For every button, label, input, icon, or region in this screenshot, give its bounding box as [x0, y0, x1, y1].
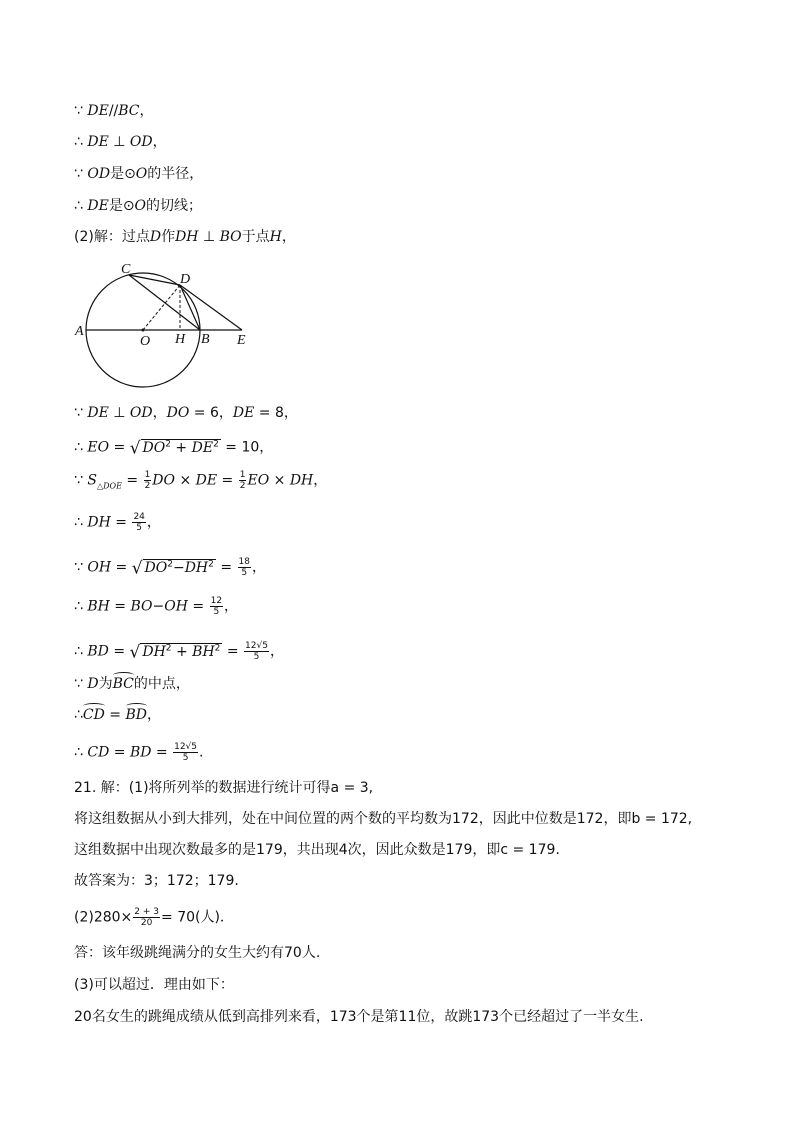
problem-21-line: (3)可以超过．理由如下： [74, 977, 234, 993]
label-e: E [237, 333, 246, 348]
solution-line: ∵ D为BC的中点， [74, 676, 190, 692]
label-b: B [201, 332, 210, 347]
problem-21-line: 将这组数据从小到大排列，处在中间位置的两个数的平均数为172，因此中位数是172，即b = 172, [74, 811, 693, 827]
label-h: H [175, 332, 186, 347]
problem-21-line: 20名女生的跳绳成绩从低到高排列来看，173个是第11位，故跳173个已经超过了一半女生. [74, 1009, 644, 1025]
solution-line: ∵ OD是⊙O的半径， [74, 166, 204, 182]
segment-c-d [129, 275, 180, 285]
solution-line: ∴ BH = BO−OH = $\frac{12}{5}$ ， [74, 596, 239, 617]
solution-line: ∴ BD = √ $DH^2 + BH^2$ = $\frac{12√5}{5}$ ， [74, 641, 284, 663]
circle-tangent-figure [68, 258, 268, 388]
segment-o-d-dashed [143, 285, 180, 330]
label-d: D [180, 272, 191, 287]
solution-line: ∵ OH = √ $DO^2-DH^2$ = $\frac{18}{5}$ ， [74, 557, 266, 579]
solution-line: ∵ $S_{\triangle DOE}$ = $\frac{1}{2}$ DO × DE = $\frac{1}{2}$ EO × DH， [74, 470, 328, 491]
label-c: C [121, 262, 131, 277]
solution-line: ∵ DE ⊥ OD，DO = 6，DE = 8， [74, 405, 298, 421]
solution-line: ∴ DE ⊥ OD， [74, 134, 167, 150]
solution-line: ∴ EO = √ $DO^2 + DE^2 = 10$， [74, 438, 274, 459]
solution-line: ∴ DE是⊙O的切线； [74, 198, 203, 214]
solution-line: ∴ CD = BD = $\frac{12√5}{5}$ . [74, 742, 204, 763]
label-a: A [75, 324, 84, 339]
problem-21-line: 21. 解：(1)将所列举的数据进行统计可得a = 3, [74, 780, 374, 796]
solution-line: (2)解：过点D作DH ⊥ BO于点H， [74, 229, 296, 245]
label-o: O [140, 334, 151, 349]
solution-line: ∴ DH = $\frac{24}{5}$ ， [74, 512, 161, 533]
solution-line: ∴CD = BD， [74, 707, 162, 723]
segment-d-e [180, 285, 242, 330]
point-o [142, 329, 145, 332]
problem-21-line: 这组数据中出现次数最多的是179，共出现4次，因此众数是179，即c = 179. [74, 842, 560, 858]
solution-line: ∵ DE//BC， [74, 103, 154, 119]
problem-21-line: (2)280× $\frac{2 + 3}{20}$ = 70(人)． [74, 907, 234, 928]
problem-21-line: 故答案为：3；172；179. [74, 873, 239, 889]
problem-21-line: 答：该年级跳绳满分的女生大约有70人. [74, 945, 321, 961]
